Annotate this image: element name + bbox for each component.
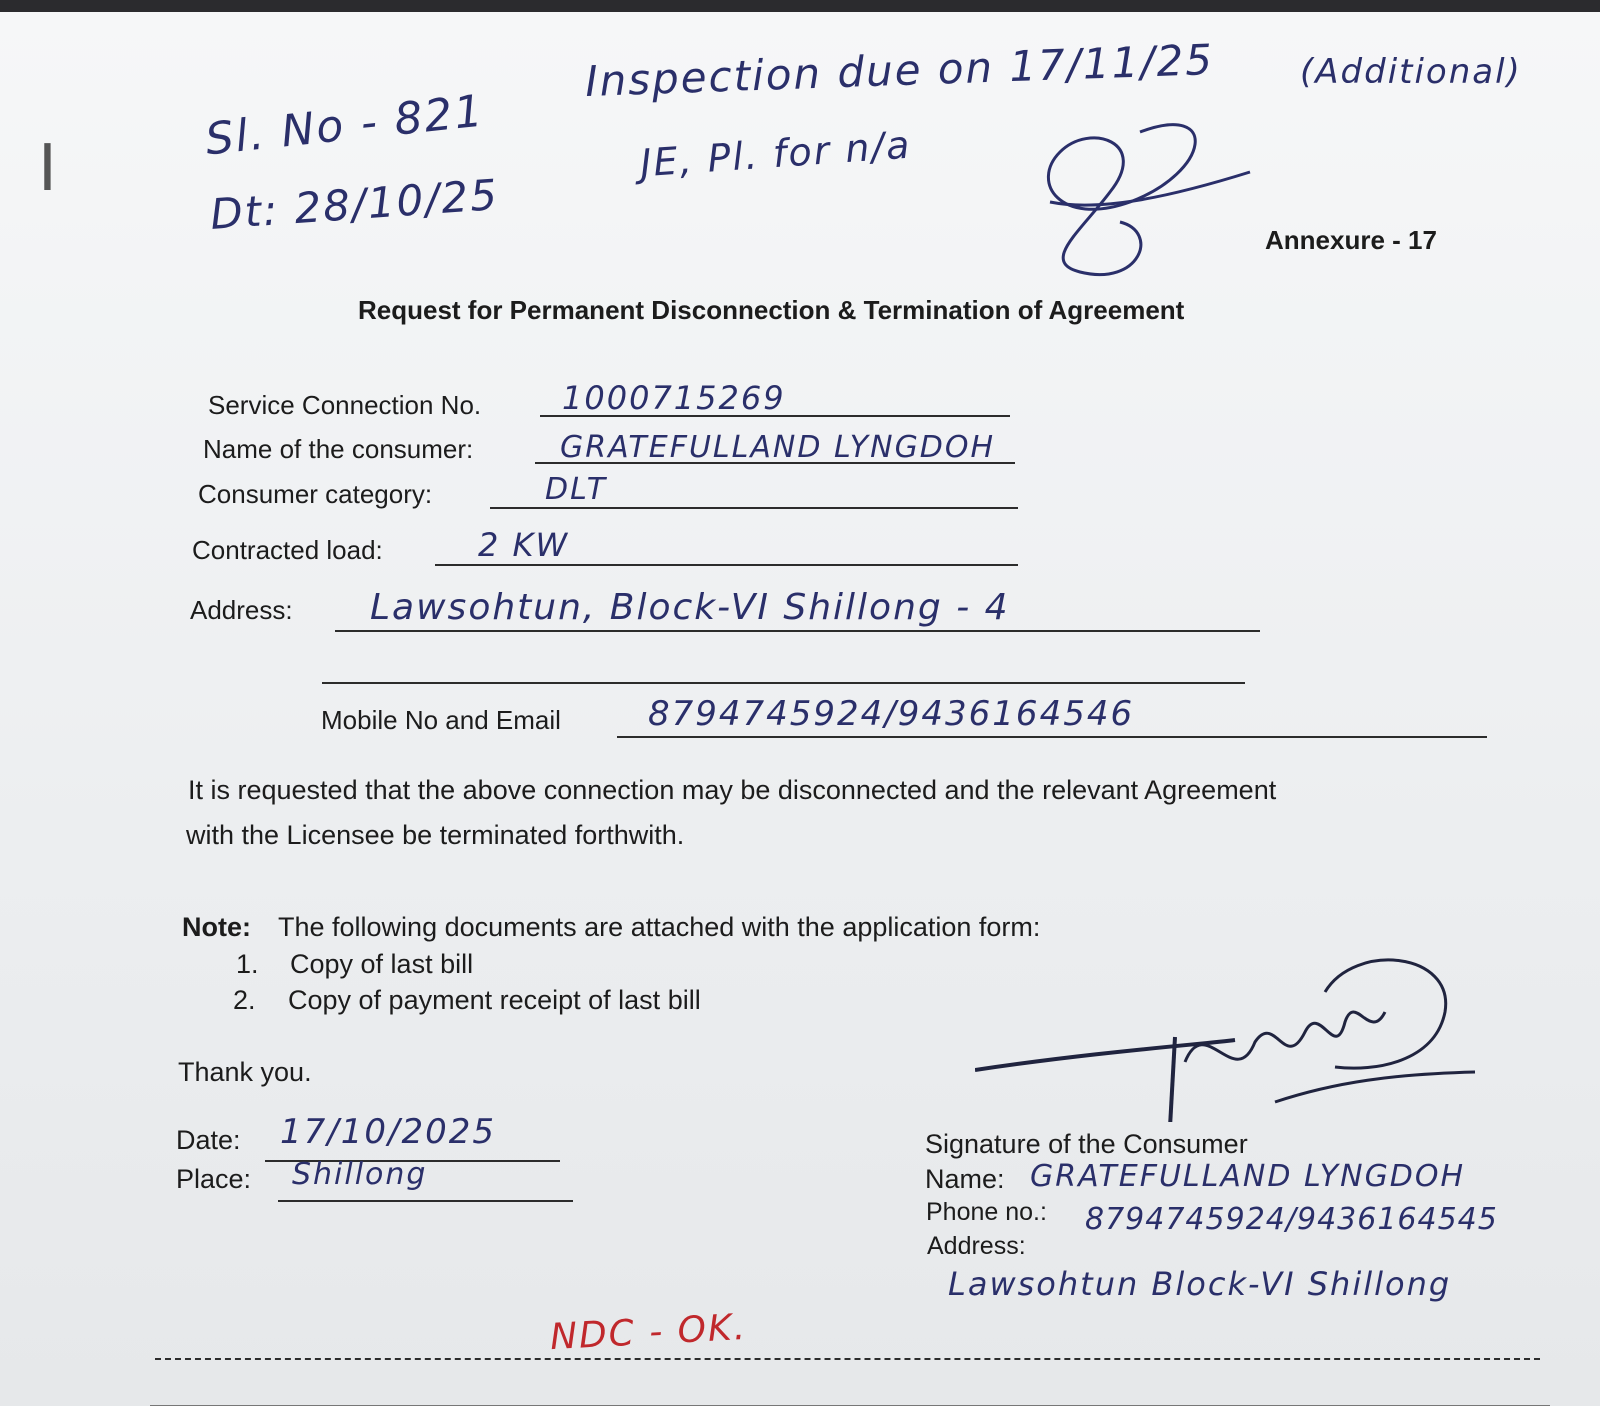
form-title: Request for Permanent Disconnection & Termination of Agreement — [358, 295, 1185, 325]
doc-1-number: 1. — [236, 949, 259, 979]
date-value: 17/10/2025 — [280, 1112, 496, 1152]
contracted-load-line — [435, 564, 1018, 566]
additional-note: (Additional) — [1300, 52, 1522, 92]
service-connection-line — [540, 415, 1010, 417]
service-connection-label: Service Connection No. — [208, 390, 482, 420]
place-line — [278, 1200, 573, 1202]
address-line-1 — [335, 630, 1260, 632]
dated-note: Dt: 28/10/25 — [208, 169, 501, 240]
consumer-name-label: Name of the consumer: — [203, 434, 474, 464]
bottom-dashed-line — [155, 1358, 1540, 1360]
service-connection-value: 1000715269 — [562, 379, 786, 417]
inspection-note: Inspection due on 17/11/25 — [584, 35, 1215, 106]
consumer-category-line — [490, 507, 1018, 509]
footer-address-label: Address: — [927, 1232, 1026, 1260]
place-value: Shillong — [292, 1157, 428, 1192]
consumer-category-label: Consumer category: — [198, 479, 433, 509]
request-line-1: It is requested that the above connection may be disconnected and the relevant Agreement — [188, 775, 1277, 805]
consumer-name-line — [535, 462, 1015, 464]
thank-you: Thank you. — [178, 1057, 312, 1087]
date-label: Date: — [176, 1125, 241, 1155]
signature-label: Signature of the Consumer — [925, 1129, 1248, 1159]
contracted-load-value: 2 KW — [478, 526, 570, 564]
footer-name-label: Name: — [925, 1164, 1005, 1194]
footer-address-value: Lawsohtun Block-VI Shillong — [948, 1265, 1452, 1303]
serial-number: Sl. No - 821 — [203, 85, 487, 166]
doc-2-text: Copy of payment receipt of last bill — [288, 985, 701, 1015]
annexure-label: Annexure - 17 — [1265, 225, 1437, 255]
address-label: Address: — [190, 595, 293, 625]
doc-2-number: 2. — [233, 985, 256, 1015]
address-value: Lawsohtun, Block-VI Shillong - 4 — [370, 587, 1010, 628]
ndc-ok-note: NDC - OK. — [549, 1306, 749, 1359]
consumer-category-value: DLT — [545, 472, 608, 507]
address-line-2 — [322, 682, 1245, 684]
form-sheet — [0, 12, 1600, 1406]
mobile-email-line — [617, 736, 1487, 738]
margin-mark: I — [38, 132, 57, 206]
footer-name-value: GRATEFULLAND LYNGDOH — [1030, 1159, 1466, 1194]
official-signature — [1020, 112, 1280, 282]
footer-phone-label: Phone no.: — [926, 1198, 1047, 1226]
doc-1-text: Copy of last bill — [290, 949, 474, 979]
consumer-signature — [975, 952, 1495, 1122]
footer-phone-value: 8794745924/9436164545 — [1085, 1202, 1498, 1237]
request-line-2: with the Licensee be terminated forthwith. — [186, 820, 685, 850]
je-note: JE, Pl. for n/a — [638, 122, 913, 186]
contracted-load-label: Contracted load: — [192, 535, 383, 565]
mobile-email-label: Mobile No and Email — [321, 705, 561, 735]
place-label: Place: — [176, 1164, 252, 1194]
note-text: The following documents are attached with the application form: — [278, 912, 1041, 942]
mobile-email-value: 8794745924/9436164546 — [648, 694, 1135, 734]
consumer-name-value: GRATEFULLAND LYNGDOH — [560, 430, 996, 465]
note-label: Note: — [182, 912, 251, 942]
